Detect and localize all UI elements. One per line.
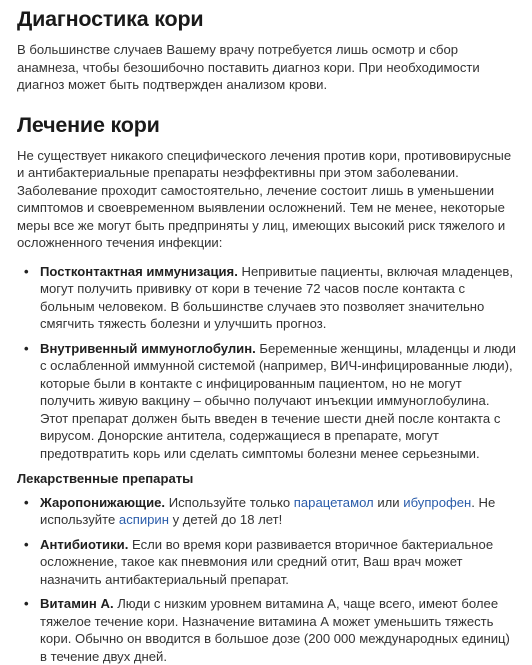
- treatment-measures-list: [17, 263, 516, 463]
- bullet-icon: •: [24, 494, 29, 512]
- diagnosis-paragraph: В большинстве случаев Вашему врачу потребуется лишь осмотр и сбор анамнеза, чтобы безошибочно поставить диагноз кори. При необходимости диагноз может быть подтвержден анализом крови.: [17, 41, 516, 94]
- treatment-heading: Лечение кори: [17, 112, 516, 138]
- aspirin-link[interactable]: аспирин: [119, 512, 169, 527]
- ibuprofen-link[interactable]: ибупрофен: [403, 495, 471, 510]
- bullet-icon: •: [24, 595, 29, 613]
- drug-text: у детей до 18 лет!: [169, 512, 282, 527]
- bullet-icon: •: [24, 340, 29, 358]
- drug-term: Витамин А.: [40, 596, 114, 611]
- bullet-icon: •: [24, 536, 29, 554]
- list-item-postexposure-immunization: [17, 263, 516, 333]
- measure-text: Непривитые пациенты, включая младенцев, могут получить прививку от кори в течение 72 часов после контакта с больным человеком. В большинстве случаев это позволяет значительно смягчить тяжесть болезни и улучшить прогноз.: [40, 264, 513, 332]
- list-item-vitamin-a: [17, 595, 516, 665]
- drug-text: . Не используйте: [40, 495, 495, 528]
- bullet-icon: •: [24, 263, 29, 281]
- list-item-iv-immunoglobulin: [17, 340, 516, 463]
- measure-term: Постконтактная иммунизация.: [40, 264, 238, 279]
- measure-term: Внутривенный иммуноглобулин.: [40, 341, 256, 356]
- drug-text: Используйте только: [165, 495, 294, 510]
- list-item-antipyretics: [17, 494, 516, 529]
- drugs-list: [17, 494, 516, 665]
- measure-text: Беременные женщины, младенцы и люди с ослабленной иммунной системой (например, ВИЧ-инфицированные люди), которые были в контакте с инфицированным пациентом, но не могут получить живую вакцину – обычно получают инъекции иммуноглобулина. Этот препарат должен быть введен в течение шести дней после контакта с вирусом. Донорские антитела, содержащиеся в препарате, могут предотвратить корь или сделать симптомы болезни менее серьезными.: [40, 341, 516, 461]
- drug-term: Антибиотики.: [40, 537, 128, 552]
- drug-text: Люди с низким уровнем витамина А, чаще всего, имеют более тяжелое течение кори. Назначение витамина А может уменьшить тяжесть кори. Обычно он вводится в большое дозе (200 000 международных единиц) в течение двух дней.: [40, 596, 510, 664]
- drugs-subheading: Лекарственные препараты: [17, 470, 516, 488]
- drug-text: Если во время кори развивается вторичное бактериальное осложнение, такое как пневмония или средний отит, Ваш врач может назначить антибактериальный препарат.: [40, 537, 493, 587]
- treatment-intro-paragraph: Не существует никакого специфического лечения против кори, противовирусные и антибактериальные препараты неэффективны при этом заболевании. Заболевание проходит самостоятельно, лечение состоит лишь в уменьшении симптомов и своевременном выявлении осложнений. Тем не менее, некоторые меры все же могут быть предприняты у лиц, имеющих высокий риск тяжелого и осложненного течения инфекции:: [17, 147, 516, 252]
- paracetamol-link[interactable]: парацетамол: [294, 495, 374, 510]
- list-item-antibiotics: [17, 536, 516, 589]
- drug-text: или: [374, 495, 404, 510]
- drug-term: Жаропонижающие.: [40, 495, 165, 510]
- diagnosis-heading: Диагностика кори: [17, 0, 516, 32]
